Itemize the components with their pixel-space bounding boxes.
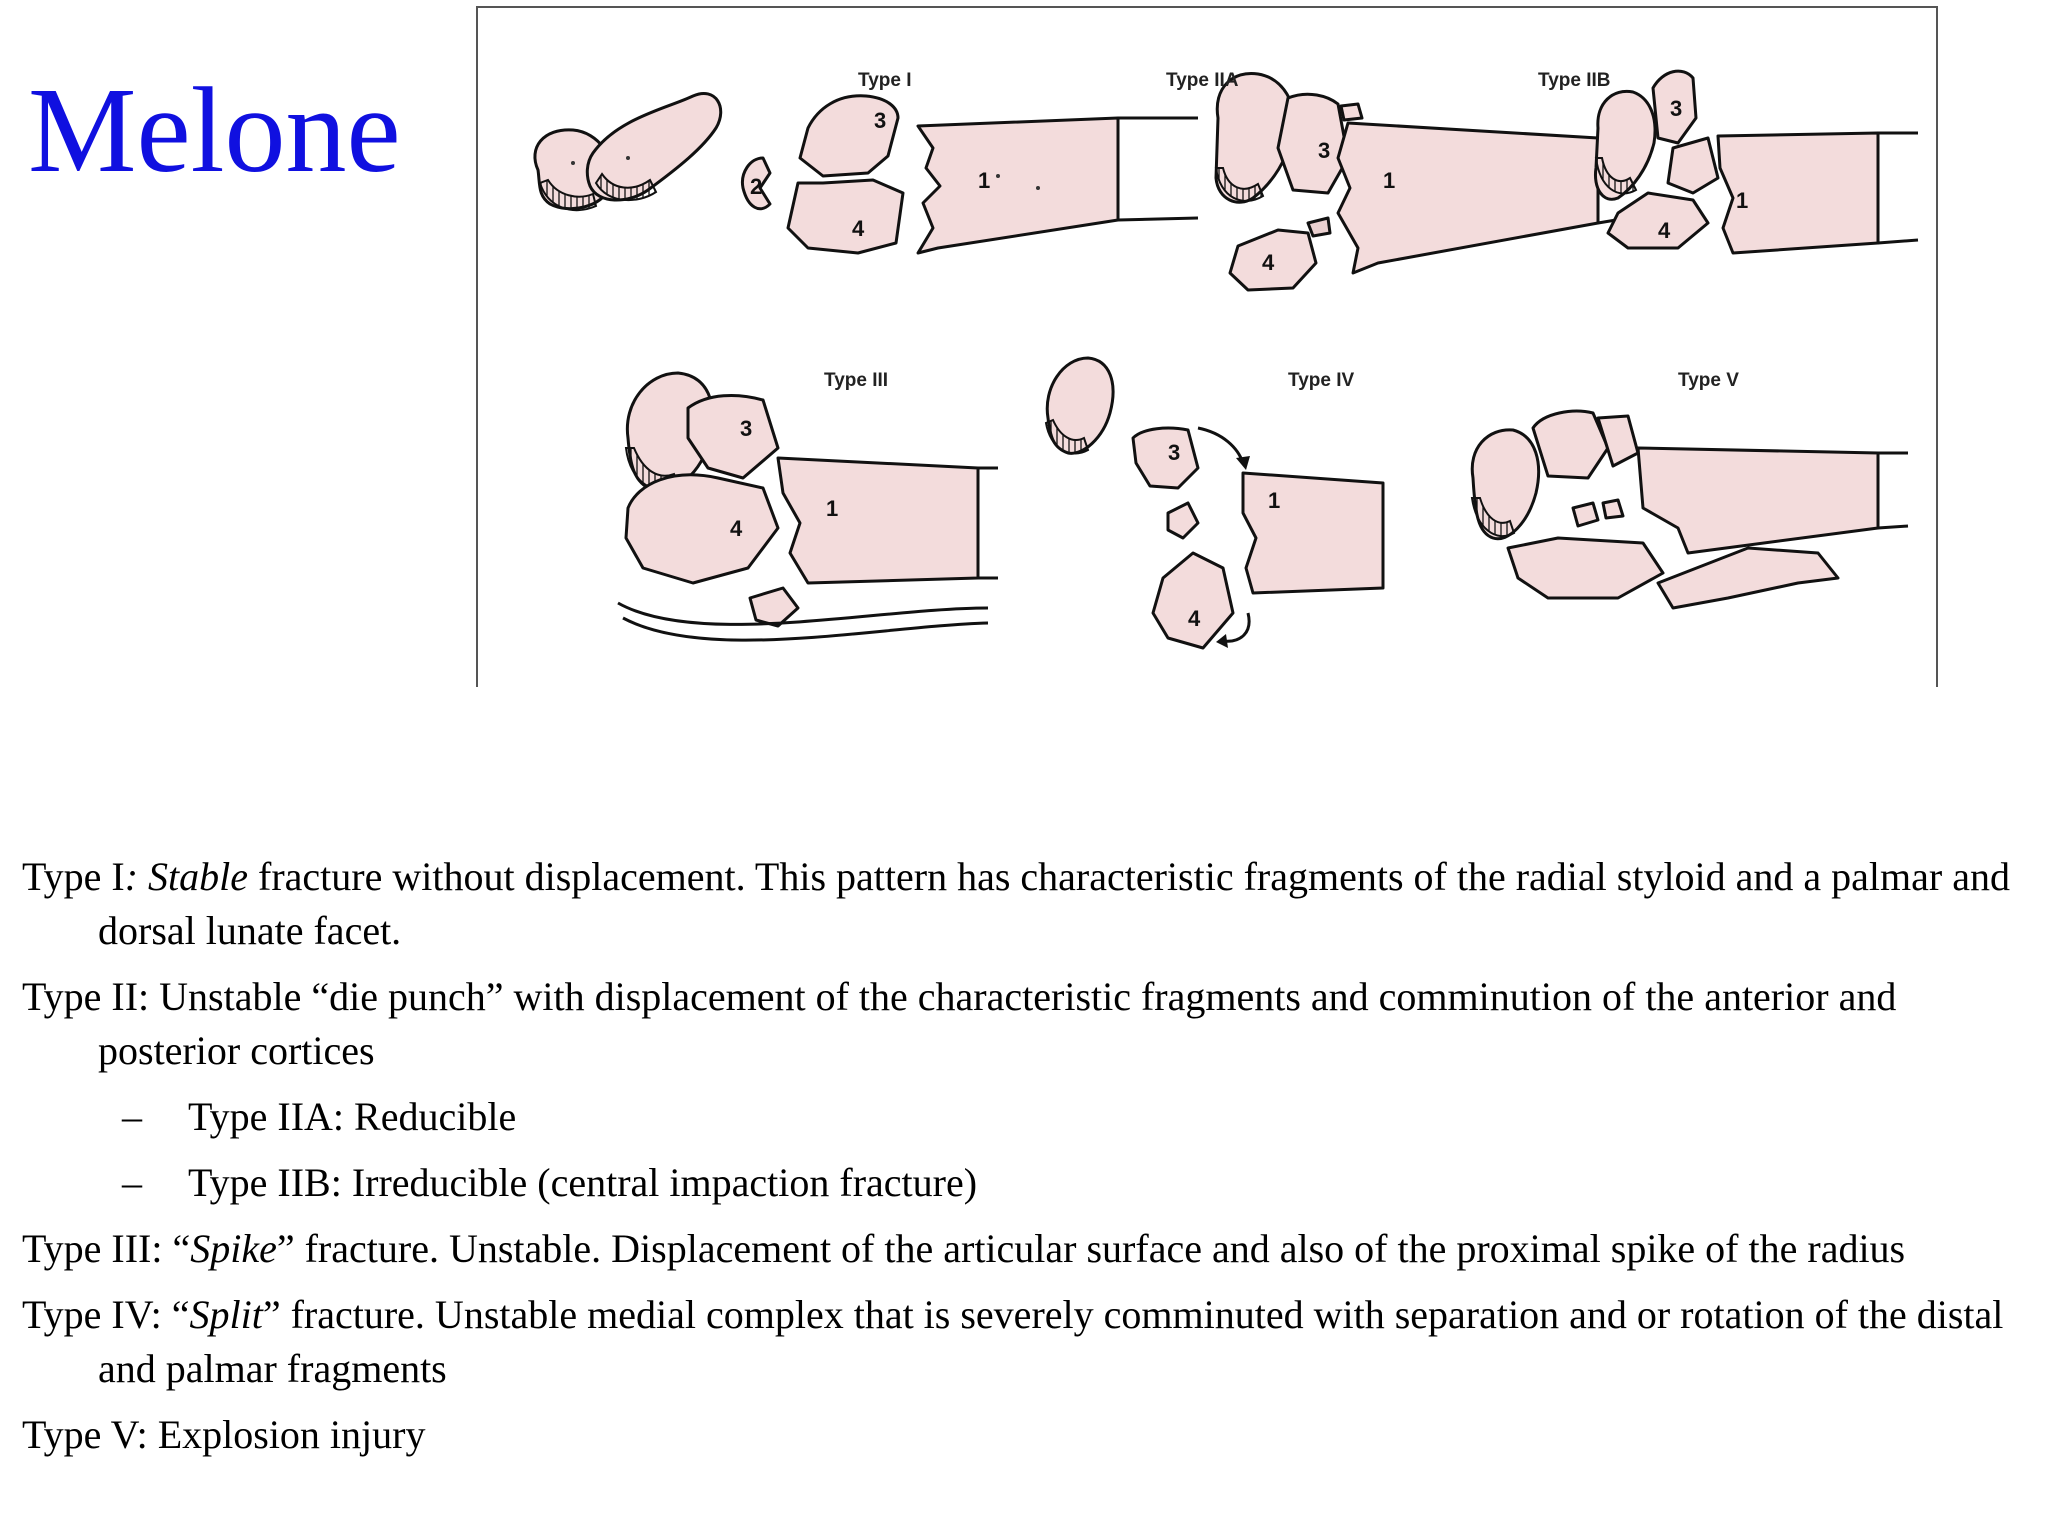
type-iii-description: Type III: “Spike” fracture. Unstable. Displacement of the articular surface and also of the proximal spike of the radius xyxy=(22,1226,1906,1271)
fragment-1-label: 1 xyxy=(978,168,991,193)
fragment-3-label: 3 xyxy=(740,416,753,441)
fragment-3-label: 3 xyxy=(1318,138,1331,163)
type-i-description: Type I: Stable fracture without displacement. This pattern has characteristic fragments of the radial styloid and a palmar and dorsal lunate facet. xyxy=(22,854,2010,953)
type-iia-illustration xyxy=(1216,73,1628,290)
fragment-3-label: 3 xyxy=(1168,440,1181,465)
type-iv-label: Type IV xyxy=(1288,370,1355,391)
classification-description-list xyxy=(22,850,2032,1474)
type-iii-illustration xyxy=(618,373,998,640)
fragment-4-label: 4 xyxy=(852,216,865,241)
type-iia-label: Type IIA xyxy=(1166,70,1239,91)
type-v-description: Type V: Explosion injury xyxy=(22,1412,426,1457)
type-v-illustration xyxy=(1472,411,1908,608)
type-iv-description: Type IV: “Split” fracture. Unstable medial complex that is severely comminuted with separation and or rotation of the distal and palmar fragments xyxy=(22,1292,2004,1391)
fragment-3-label: 3 xyxy=(1670,96,1683,121)
fracture-illustrations xyxy=(478,8,1938,689)
fragment-4-label: 4 xyxy=(1658,218,1671,243)
bullet-dash: – xyxy=(122,1094,142,1139)
fragment-1-label: 1 xyxy=(1736,188,1749,213)
fragment-3-label: 3 xyxy=(874,108,887,133)
type-iv-illustration xyxy=(1046,358,1383,648)
type-iia-description: – Type IIA: Reducible xyxy=(22,1090,2032,1144)
type-iii-label: Type III xyxy=(824,370,889,391)
fragment-4-label: 4 xyxy=(730,516,743,541)
type-iib-illustration xyxy=(1595,71,1918,253)
type-i-label: Type I xyxy=(858,70,912,91)
type-i-illustration xyxy=(535,94,1198,253)
fragment-1-label: 1 xyxy=(1268,488,1281,513)
fragment-2-label: 2 xyxy=(750,174,763,199)
type-v-label: Type V xyxy=(1678,370,1739,391)
melone-classification-figure xyxy=(476,6,1938,687)
type-iib-label: Type IIB xyxy=(1538,70,1611,91)
fragment-1-label: 1 xyxy=(826,496,839,521)
fragment-1-label: 1 xyxy=(1383,168,1396,193)
fragment-4-label: 4 xyxy=(1188,606,1201,631)
bullet-dash: – xyxy=(122,1160,142,1205)
fragment-4-label: 4 xyxy=(1262,250,1275,275)
type-iib-description: – Type IIB: Irreducible (central impaction fracture) xyxy=(22,1156,2032,1210)
type-ii-description: Type II: Unstable “die punch” with displacement of the characteristic fragments and comminution of the anterior and posterior cortices xyxy=(22,974,1897,1073)
slide-title: Melone xyxy=(28,63,401,198)
